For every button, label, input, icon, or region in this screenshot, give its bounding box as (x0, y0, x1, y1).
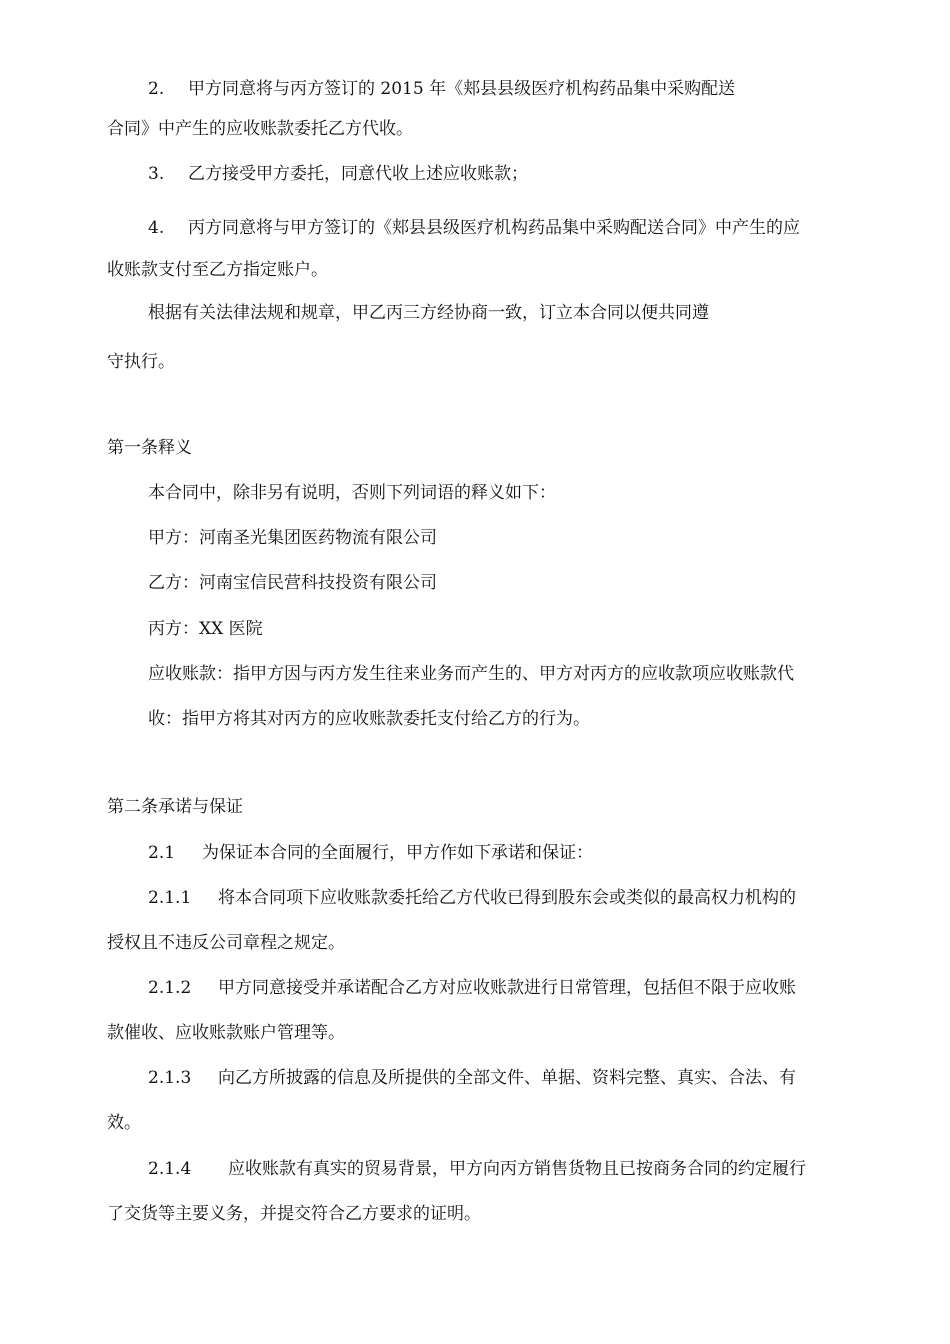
receivables-definition-line-2: 收：指甲方将其对丙方的应收账款委托支付给乙方的行为。 (148, 709, 590, 729)
party-b-definition: 乙方：河南宝信民营科技投资有限公司 (148, 573, 437, 593)
article-1-lead: 本合同中，除非另有说明，否则下列词语的释义如下： (148, 483, 556, 503)
intro-item-3 (148, 162, 528, 186)
clause-2-1-1-line-2: 授权且不违反公司章程之规定。 (107, 933, 345, 953)
clause-2-1-3-line-1 (148, 1066, 796, 1090)
clause-2-1-3-line-2: 效。 (107, 1113, 141, 1133)
clause-number: 2.1 (148, 843, 176, 863)
intro-item-4-line-1 (148, 216, 800, 240)
clause-number: 2.1.4 (148, 1159, 192, 1179)
clause-text: 向乙方所披露的信息及所提供的全部文件、单据、资料完整、真实、合法、有 (218, 1068, 796, 1088)
article-1-heading: 第一条释义 (107, 438, 192, 458)
clause-text: 甲方同意接受并承诺配合乙方对应收账款进行日常管理，包括但不限于应收账 (218, 978, 796, 998)
party-c-definition: 丙方：XX 医院 (148, 619, 263, 639)
intro-item-2-line-1 (148, 77, 735, 101)
party-a-definition: 甲方：河南圣光集团医药物流有限公司 (148, 528, 437, 548)
intro-item-2-line-2: 合同》中产生的应收账款委托乙方代收。 (107, 119, 413, 139)
item-number: 3. (148, 164, 165, 184)
clause-2-1-2-line-2: 款催收、应收账款账户管理等。 (107, 1023, 345, 1043)
clause-number: 2.1.3 (148, 1068, 192, 1088)
item-number: 4. (148, 218, 165, 238)
clause-number: 2.1.2 (148, 978, 192, 998)
clause-2-1-2-line-1 (148, 976, 796, 1000)
clause-text: 为保证本合同的全面履行，甲方作如下承诺和保证： (202, 843, 593, 863)
clause-text: 将本合同项下应收账款委托给乙方代收已得到股东会或类似的最高权力机构的 (218, 888, 796, 908)
clause-number: 2.1.1 (148, 888, 192, 908)
clause-2-1 (148, 841, 593, 865)
item-text: 甲方同意将与丙方签订的 2015 年《郏县县级医疗机构药品集中采购配送 (188, 79, 736, 99)
intro-item-4-line-2: 收账款支付至乙方指定账户。 (107, 260, 328, 280)
article-2-heading: 第二条承诺与保证 (107, 797, 243, 817)
item-text: 乙方接受甲方委托，同意代收上述应收账款； (188, 164, 528, 184)
basis-line-2: 守执行。 (107, 352, 175, 372)
basis-line-1: 根据有关法律法规和规章，甲乙丙三方经协商一致，订立本合同以便共同遵 (148, 303, 709, 323)
clause-2-1-4-line-1 (148, 1157, 806, 1181)
clause-2-1-1-line-1 (148, 886, 796, 910)
item-number: 2. (148, 79, 165, 99)
clause-text: 应收账款有真实的贸易背景，甲方向丙方销售货物且已按商务合同的约定履行 (228, 1159, 806, 1179)
item-text: 丙方同意将与甲方签订的《郏县县级医疗机构药品集中采购配送合同》中产生的应 (188, 218, 800, 238)
receivables-definition-line-1: 应收账款：指甲方因与丙方发生往来业务而产生的、甲方对丙方的应收款项应收账款代 (148, 664, 794, 684)
clause-2-1-4-line-2: 了交货等主要义务，并提交符合乙方要求的证明。 (107, 1204, 481, 1224)
